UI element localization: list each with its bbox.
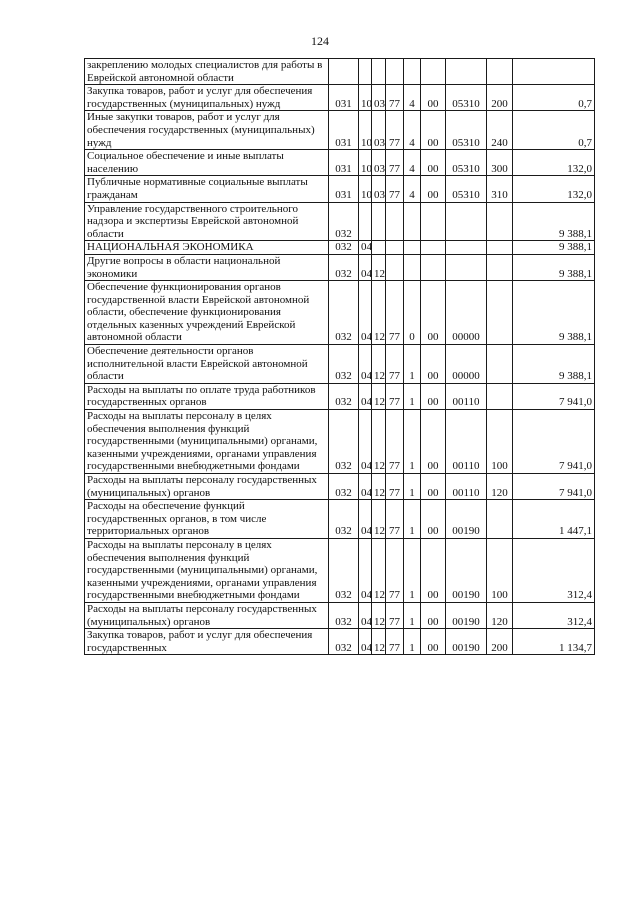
admin-code-cell: 032 (329, 410, 359, 474)
expense-type-code-cell: 240 (487, 111, 513, 150)
expense-type-code-cell: 120 (487, 474, 513, 500)
table-row (85, 111, 595, 150)
expense-type-code-cell: 100 (487, 410, 513, 474)
amount-cell: 0,7 (513, 111, 595, 150)
target-article-code-cell: 05310 (446, 150, 487, 176)
table-body (85, 59, 595, 655)
section-code-cell: 04 (359, 254, 372, 280)
subsection-code-cell: 03 (372, 111, 386, 150)
target-article-code-cell: 00110 (446, 474, 487, 500)
admin-code-cell: 032 (329, 474, 359, 500)
table-row (85, 254, 595, 280)
table-row (85, 241, 595, 255)
section-code-cell: 10 (359, 150, 372, 176)
section-code-cell (359, 59, 372, 85)
table-row (85, 538, 595, 602)
target-article-program-cell: 77 (386, 85, 404, 111)
target-article-subprogram-cell: 1 (404, 500, 421, 539)
admin-code-cell: 032 (329, 383, 359, 409)
section-code-cell: 04 (359, 474, 372, 500)
row-name-cell: Расходы на обеспечение функций государственных органов, в том числе территориальных органов (85, 500, 329, 539)
amount-cell: 9 388,1 (513, 345, 595, 384)
amount-cell: 312,4 (513, 602, 595, 628)
section-code-cell: 04 (359, 629, 372, 655)
subsection-code-cell: 12 (372, 410, 386, 474)
row-name-cell: Иные закупки товаров, работ и услуг для обеспечения государственных (муниципальных) нужд (85, 111, 329, 150)
target-article-subprogram-cell: 1 (404, 383, 421, 409)
target-article-subprogram-cell (404, 254, 421, 280)
target-article-program-cell: 77 (386, 176, 404, 202)
target-article-subprogram-cell: 1 (404, 345, 421, 384)
subsection-code-cell: 03 (372, 176, 386, 202)
table-row (85, 629, 595, 655)
subsection-code-cell: 12 (372, 538, 386, 602)
target-article-code-cell (446, 59, 487, 85)
subsection-code-cell: 03 (372, 150, 386, 176)
row-name-cell: Публичные нормативные социальные выплаты гражданам (85, 176, 329, 202)
table-row (85, 59, 595, 85)
admin-code-cell: 032 (329, 241, 359, 255)
target-article-program-cell: 77 (386, 150, 404, 176)
section-code-cell: 04 (359, 410, 372, 474)
target-article-program-cell: 77 (386, 629, 404, 655)
row-name-cell: Закупка товаров, работ и услуг для обеспечения государственных (муниципальных) нужд (85, 85, 329, 111)
target-article-direction-cell: 00 (421, 85, 446, 111)
amount-cell: 7 941,0 (513, 383, 595, 409)
table-row (85, 202, 595, 241)
row-name-cell: НАЦИОНАЛЬНАЯ ЭКОНОМИКА (85, 241, 329, 255)
expense-type-code-cell (487, 345, 513, 384)
row-name-cell: Обеспечение деятельности органов исполнительной власти Еврейской автономной области (85, 345, 329, 384)
admin-code-cell: 032 (329, 254, 359, 280)
table-row (85, 150, 595, 176)
row-name-cell: Расходы на выплаты персоналу в целях обеспечения выполнения функций государственными (муниципальными) органами, казенными учреждениями, органами управления государственными внебюджетными фондами (85, 410, 329, 474)
table-row (85, 85, 595, 111)
target-article-program-cell (386, 59, 404, 85)
target-article-subprogram-cell: 1 (404, 410, 421, 474)
section-code-cell: 04 (359, 383, 372, 409)
section-code-cell (359, 202, 372, 241)
target-article-subprogram-cell: 1 (404, 602, 421, 628)
budget-table (84, 58, 595, 655)
subsection-code-cell: 12 (372, 281, 386, 345)
subsection-code-cell: 12 (372, 383, 386, 409)
target-article-subprogram-cell: 4 (404, 176, 421, 202)
target-article-code-cell: 00190 (446, 500, 487, 539)
target-article-direction-cell (421, 202, 446, 241)
table-row (85, 602, 595, 628)
amount-cell: 9 388,1 (513, 202, 595, 241)
target-article-code-cell (446, 202, 487, 241)
target-article-code-cell: 00000 (446, 281, 487, 345)
target-article-code-cell (446, 254, 487, 280)
subsection-code-cell: 12 (372, 474, 386, 500)
subsection-code-cell (372, 59, 386, 85)
target-article-program-cell (386, 202, 404, 241)
amount-cell: 0,7 (513, 85, 595, 111)
amount-cell: 7 941,0 (513, 410, 595, 474)
row-name-cell: Расходы на выплаты персоналу государственных (муниципальных) органов (85, 602, 329, 628)
amount-cell: 7 941,0 (513, 474, 595, 500)
row-name-cell: закреплению молодых специалистов для работы в Еврейской автономной области (85, 59, 329, 85)
target-article-direction-cell (421, 254, 446, 280)
expense-type-code-cell (487, 500, 513, 539)
target-article-program-cell: 77 (386, 345, 404, 384)
target-article-direction-cell: 00 (421, 176, 446, 202)
section-code-cell: 04 (359, 500, 372, 539)
admin-code-cell: 032 (329, 281, 359, 345)
table-row (85, 383, 595, 409)
target-article-subprogram-cell: 1 (404, 538, 421, 602)
expense-type-code-cell: 100 (487, 538, 513, 602)
target-article-direction-cell: 00 (421, 150, 446, 176)
target-article-code-cell (446, 241, 487, 255)
target-article-subprogram-cell: 4 (404, 111, 421, 150)
target-article-program-cell: 77 (386, 538, 404, 602)
admin-code-cell: 032 (329, 202, 359, 241)
table-row (85, 345, 595, 384)
subsection-code-cell: 12 (372, 602, 386, 628)
row-name-cell: Расходы на выплаты персоналу в целях обеспечения выполнения функций государственными (муниципальными) органами, казенными учреждениями, органами управления государственными внебюджетными фондами (85, 538, 329, 602)
target-article-program-cell: 77 (386, 602, 404, 628)
target-article-program-cell: 77 (386, 111, 404, 150)
admin-code-cell: 031 (329, 85, 359, 111)
admin-code-cell: 031 (329, 176, 359, 202)
row-name-cell: Управление государственного строительного надзора и экспертизы Еврейской автономной области (85, 202, 329, 241)
amount-cell: 1 447,1 (513, 500, 595, 539)
target-article-direction-cell (421, 59, 446, 85)
admin-code-cell: 032 (329, 629, 359, 655)
target-article-direction-cell: 00 (421, 345, 446, 384)
table-row (85, 176, 595, 202)
expense-type-code-cell (487, 202, 513, 241)
target-article-subprogram-cell: 1 (404, 629, 421, 655)
amount-cell: 9 388,1 (513, 281, 595, 345)
target-article-subprogram-cell: 1 (404, 474, 421, 500)
target-article-subprogram-cell (404, 202, 421, 241)
target-article-direction-cell: 00 (421, 111, 446, 150)
target-article-direction-cell: 00 (421, 410, 446, 474)
page-number: 124 (311, 34, 329, 48)
target-article-code-cell: 00000 (446, 345, 487, 384)
expense-type-code-cell: 200 (487, 629, 513, 655)
subsection-code-cell (372, 202, 386, 241)
target-article-direction-cell: 00 (421, 538, 446, 602)
row-name-cell: Расходы на выплаты персоналу государственных (муниципальных) органов (85, 474, 329, 500)
target-article-code-cell: 05310 (446, 85, 487, 111)
target-article-code-cell: 00110 (446, 383, 487, 409)
subsection-code-cell: 03 (372, 85, 386, 111)
row-name-cell: Обеспечение функционирования органов государственной власти Еврейской автономной области, обеспечение функционирования отдельных казенных учреждений Еврейской автономной области (85, 281, 329, 345)
target-article-program-cell: 77 (386, 500, 404, 539)
admin-code-cell: 032 (329, 538, 359, 602)
amount-cell: 132,0 (513, 150, 595, 176)
target-article-direction-cell: 00 (421, 602, 446, 628)
target-article-code-cell: 00190 (446, 538, 487, 602)
target-article-direction-cell: 00 (421, 629, 446, 655)
target-article-code-cell: 00110 (446, 410, 487, 474)
expense-type-code-cell: 120 (487, 602, 513, 628)
expense-type-code-cell (487, 281, 513, 345)
row-name-cell: Социальное обеспечение и иные выплаты населению (85, 150, 329, 176)
target-article-subprogram-cell (404, 241, 421, 255)
expense-type-code-cell: 300 (487, 150, 513, 176)
expense-type-code-cell (487, 383, 513, 409)
target-article-direction-cell: 00 (421, 281, 446, 345)
row-name-cell: Расходы на выплаты по оплате труда работников государственных органов (85, 383, 329, 409)
target-article-direction-cell: 00 (421, 500, 446, 539)
target-article-program-cell: 77 (386, 281, 404, 345)
target-article-code-cell: 00190 (446, 629, 487, 655)
target-article-subprogram-cell: 4 (404, 85, 421, 111)
target-article-program-cell (386, 241, 404, 255)
expense-type-code-cell: 310 (487, 176, 513, 202)
target-article-direction-cell (421, 241, 446, 255)
admin-code-cell: 032 (329, 500, 359, 539)
target-article-program-cell: 77 (386, 383, 404, 409)
expense-type-code-cell (487, 241, 513, 255)
admin-code-cell: 032 (329, 345, 359, 384)
amount-cell: 9 388,1 (513, 254, 595, 280)
subsection-code-cell (372, 241, 386, 255)
subsection-code-cell: 12 (372, 500, 386, 539)
target-article-code-cell: 05310 (446, 111, 487, 150)
admin-code-cell: 031 (329, 111, 359, 150)
amount-cell: 132,0 (513, 176, 595, 202)
expense-type-code-cell (487, 59, 513, 85)
target-article-subprogram-cell (404, 59, 421, 85)
expense-type-code-cell (487, 254, 513, 280)
table-row (85, 500, 595, 539)
section-code-cell: 10 (359, 85, 372, 111)
section-code-cell: 10 (359, 111, 372, 150)
section-code-cell: 04 (359, 345, 372, 384)
table-row (85, 281, 595, 345)
section-code-cell: 04 (359, 602, 372, 628)
section-code-cell: 04 (359, 281, 372, 345)
row-name-cell: Закупка товаров, работ и услуг для обеспечения государственных (85, 629, 329, 655)
subsection-code-cell: 12 (372, 629, 386, 655)
subsection-code-cell: 12 (372, 345, 386, 384)
target-article-program-cell: 77 (386, 410, 404, 474)
subsection-code-cell: 12 (372, 254, 386, 280)
table-row (85, 410, 595, 474)
target-article-code-cell: 05310 (446, 176, 487, 202)
target-article-subprogram-cell: 4 (404, 150, 421, 176)
expense-type-code-cell: 200 (487, 85, 513, 111)
target-article-subprogram-cell: 0 (404, 281, 421, 345)
admin-code-cell: 031 (329, 150, 359, 176)
admin-code-cell (329, 59, 359, 85)
target-article-code-cell: 00190 (446, 602, 487, 628)
section-code-cell: 10 (359, 176, 372, 202)
target-article-direction-cell: 00 (421, 474, 446, 500)
row-name-cell: Другие вопросы в области национальной экономики (85, 254, 329, 280)
amount-cell (513, 59, 595, 85)
amount-cell: 1 134,7 (513, 629, 595, 655)
target-article-program-cell: 77 (386, 474, 404, 500)
section-code-cell: 04 (359, 241, 372, 255)
target-article-direction-cell: 00 (421, 383, 446, 409)
amount-cell: 312,4 (513, 538, 595, 602)
table-row (85, 474, 595, 500)
section-code-cell: 04 (359, 538, 372, 602)
admin-code-cell: 032 (329, 602, 359, 628)
amount-cell: 9 388,1 (513, 241, 595, 255)
target-article-program-cell (386, 254, 404, 280)
